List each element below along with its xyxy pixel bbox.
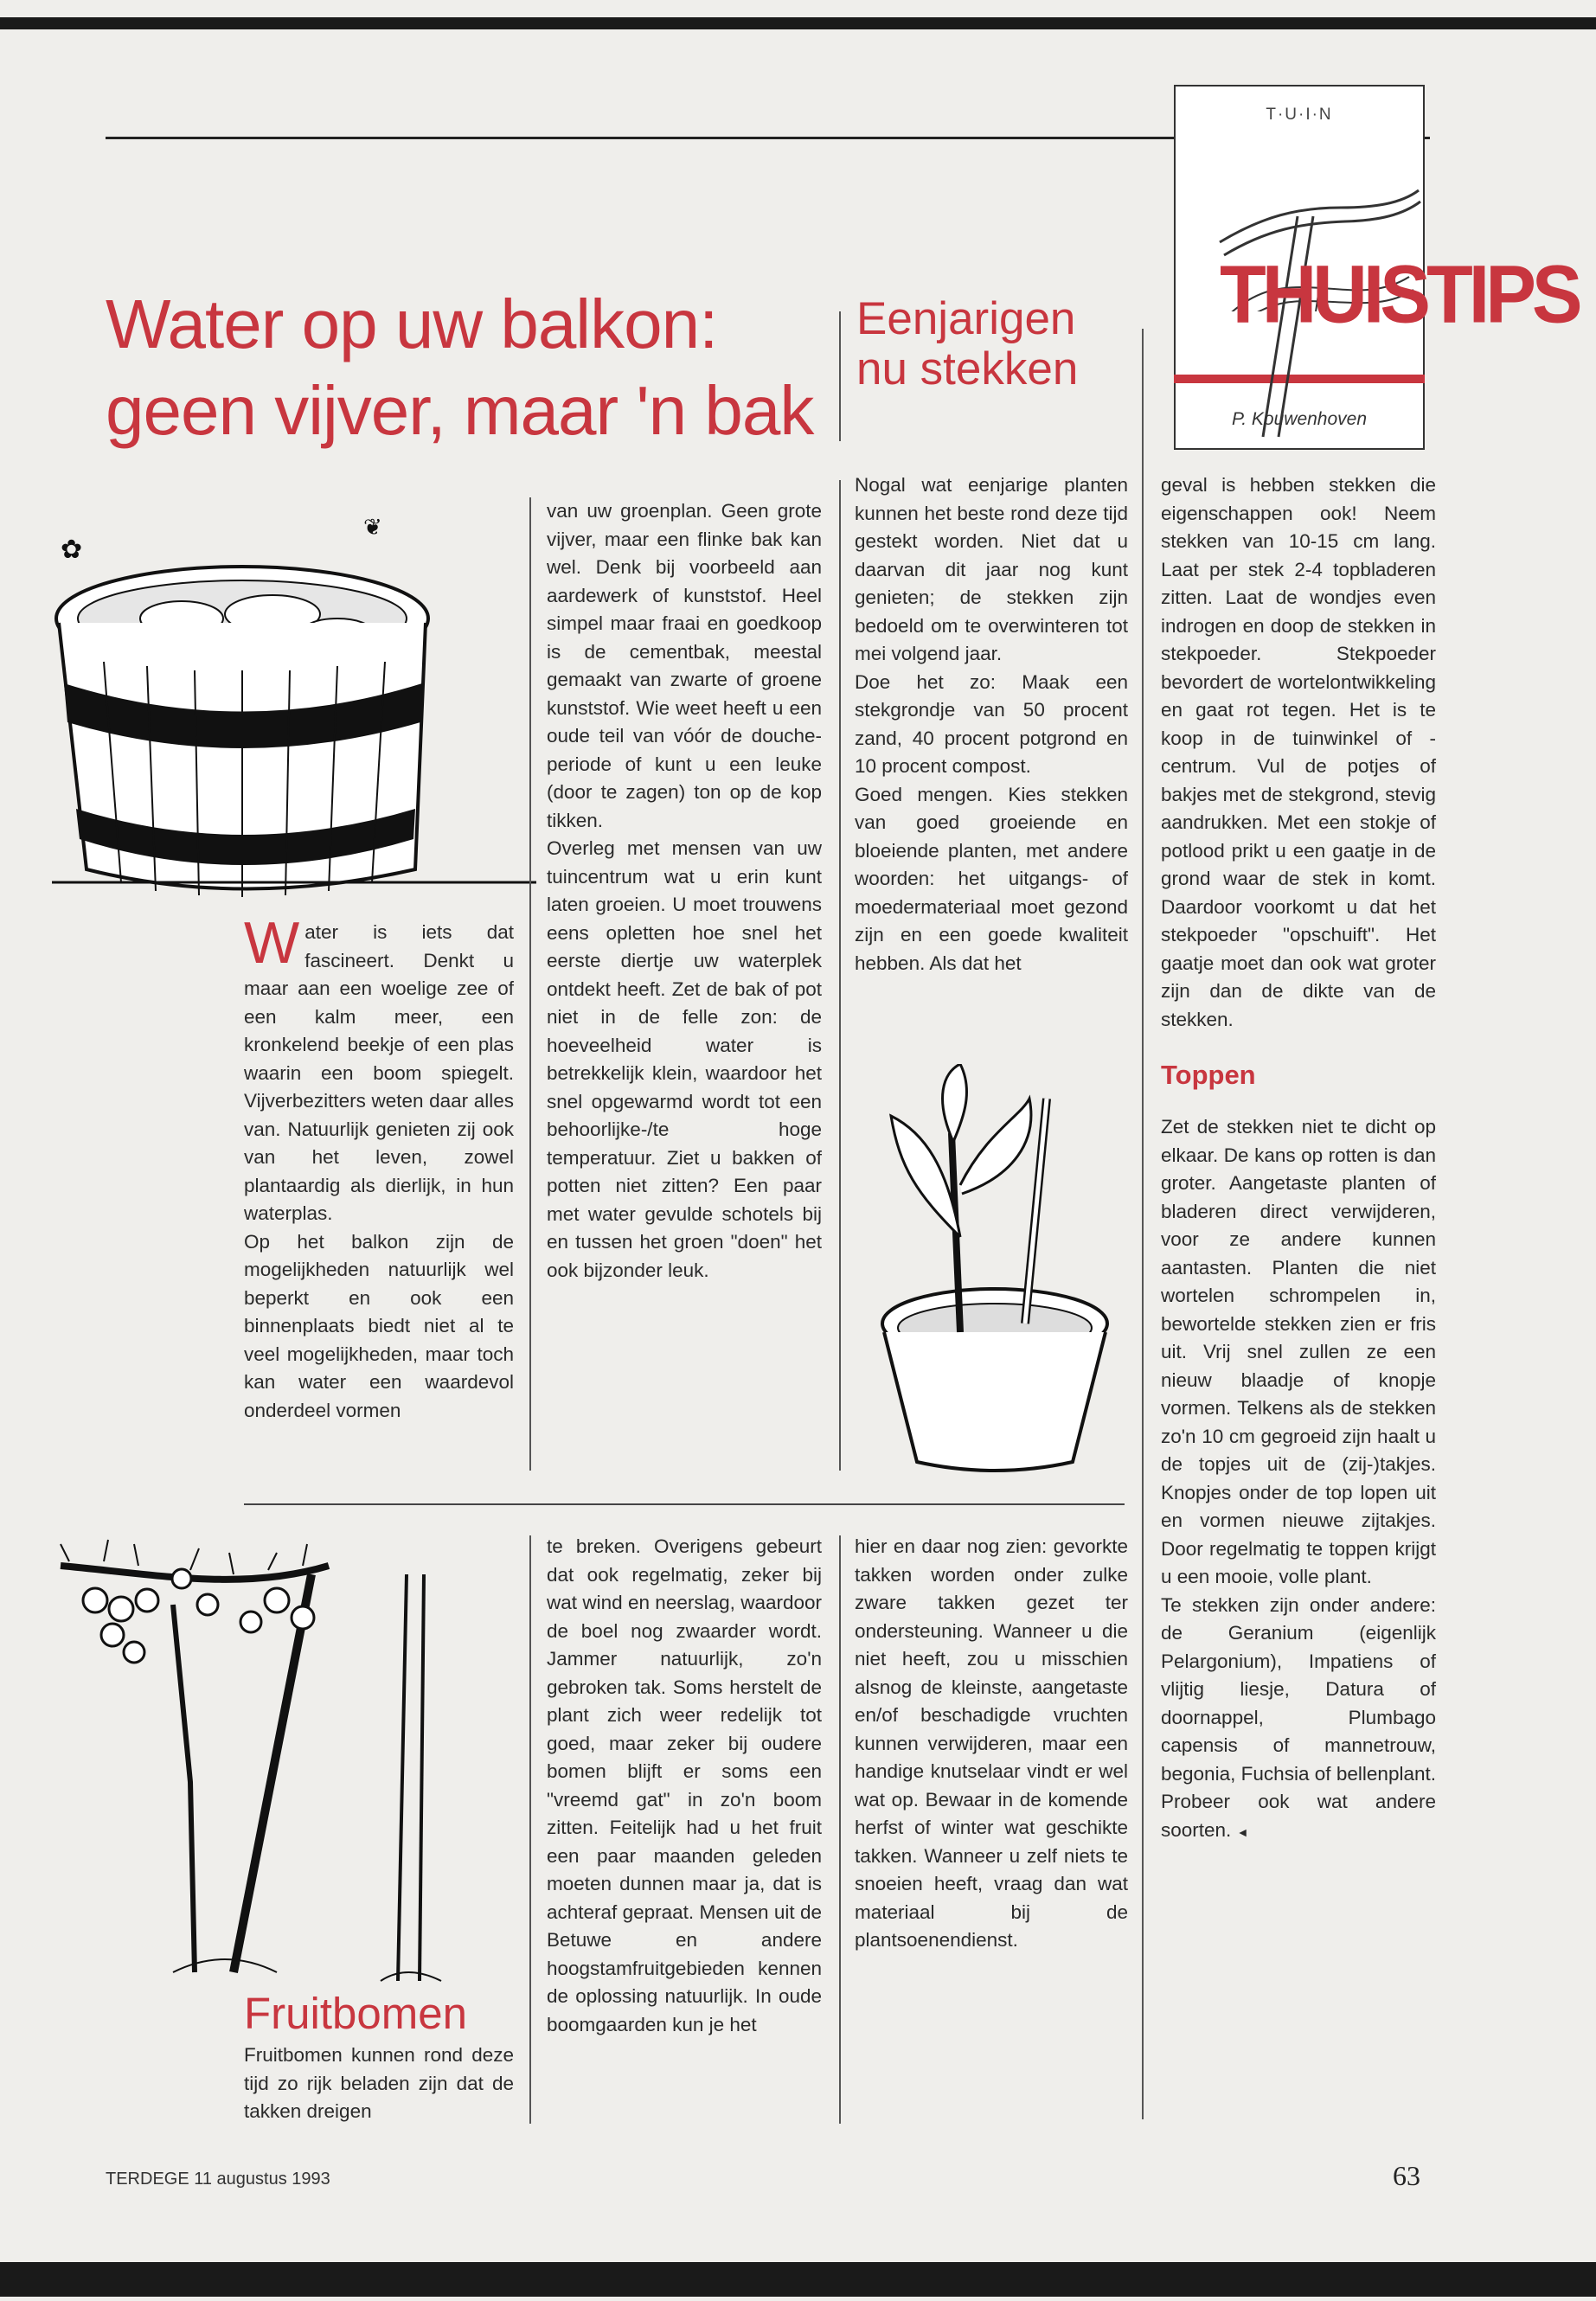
footer-magazine: TERDEGE 11 augustus 1993 [106, 2170, 330, 2189]
article1-intro-text: ater is iets dat fascineert. Denkt u maar aan een woelige zee of een kalm meer, een kronkelend beekje of een plas waarin een boom spiegelt. Vijverbezitters weten daar alles van. Natuurlijk genieten zij ook van het leven, zowel plantaardig als dierlijk, in hun waterplas. [244, 921, 514, 1224]
article2-col1-p2: Doe het zo: Maak een stekgrondje van 50 procent zand, 40 procent potgrond en 10 procent compost. [855, 670, 1128, 777]
logo-author: P. Kouwenhoven [1231, 409, 1368, 429]
fruitbomen-title: Fruitbomen [244, 1989, 467, 2038]
article3-col3-text: hier en daar nog zien: gevorkte takken worden onder zulke zware takken gezet ter ondersteuning. Wanneer u die niet heeft, zou u misschien alsnog de kleinste, aangetaste en/of beschadigde vruchten kunnen verwijderen, maar een handige knutselaar vindt er wel wat op. Bewaar in de komende herfst of winter wat geschikte takken. Wanneer u zelf niets te snoeien heeft, vraag dan wat materiaal bij de plantsoenendienst. [855, 1535, 1128, 1951]
article1-column2 [547, 497, 822, 1285]
article2-col2-p3 [1161, 1592, 1436, 1847]
logo-name: THUISTIPS [1220, 247, 1579, 340]
barrel-illustration [52, 510, 536, 908]
svg-text:✿: ✿ [61, 535, 83, 564]
scan-edge-top [0, 17, 1596, 29]
column-divider-5 [839, 1535, 841, 2124]
svg-text:❦: ❦ [363, 514, 382, 540]
header-rule [106, 137, 1175, 139]
article2-title-line1: Eenjarigen [856, 293, 1076, 344]
article1-column1 [244, 910, 514, 1425]
title-divider [839, 311, 841, 441]
column-divider-1 [529, 497, 531, 1471]
article-title-line1: Water op uw balkon: [106, 285, 718, 362]
article3-column1 [244, 2041, 514, 2126]
column-divider-4 [529, 1535, 531, 2124]
article2-col2-p3-text: Te stekken zijn onder andere: de Geranium (eigenlijk Pelargonium), Impatiens of vlijtig liesje, Datura of doornappel, Plumbago capensis of mannetrouw, begonia, Fuchsia of bellenplant. Probeer ook wat andere soorten. [1161, 1593, 1436, 1841]
article2-col1-p1: Nogal wat eenjarige planten kunnen het beste rond deze tijd gestekt worden. Niet dat u daarvan dit jaar nog kunt genieten; de stekken zijn bedoeld om te overwinteren tot mei volgend jaar. [855, 474, 1128, 664]
section-rule [244, 1503, 1125, 1505]
column-divider-3 [1142, 329, 1144, 2119]
article3-col1-text: Fruitbomen kunnen rond deze tijd zo rijk beladen zijn dat de takken dreigen [244, 2044, 514, 2122]
article-title-line2: geen vijver, maar 'n bak [106, 372, 814, 449]
scan-edge-bottom [0, 2262, 1596, 2297]
column-divider-2 [839, 480, 841, 1471]
article2-col2-p2: Zet de stekken niet te dicht op elkaar. De kans op rotten is dan groter. Aangetaste planten of bladeren direct verwijderen, voor ze andere kunnen aantasten. Planten die niet wortelen schrompelen in, bewortelde stekken zien er fris uit. Vrij snel zullen ze een nieuw blaadje of knopje vormen. Telkens als de stekken zo'n 10 cm gegroeid zijn haalt u de topjes uit de (zij-)takjes. Knopjes onder de top lopen uit en vormen nieuwe zijtakjes. Door regelmatig te toppen krijgt u een mooie, volle plant. [1161, 1116, 1436, 1587]
article2-column2 [1161, 471, 1436, 1846]
article1-intro [244, 910, 514, 1228]
article1-col2-p1: van uw groenplan. Geen grote vijver, maar een flinke bak kan wel. Denk bij voorbeeld aan aardewerk of kunststof. Heel simpel maar fraai en goedkoop is de cementbak, meestal gemaakt van zwarte of groene kunststof. Wie weet heeft u een oude teil van vóór de doucheperiode of kunt u een leuke (door te zagen) ton op de kop tikken. [547, 500, 822, 831]
toppen-subhead: Toppen [1161, 1060, 1256, 1090]
logo-header: T·U·I·N [1266, 106, 1333, 124]
article3-column3 [855, 1533, 1128, 1955]
fruit-tree-illustration [52, 1522, 519, 2007]
page-number: 63 [1393, 2160, 1420, 2191]
end-mark-icon: ◄ [1236, 1824, 1249, 1839]
article2-title-line2: nu stekken [856, 343, 1079, 394]
cutting-pot-illustration [865, 1064, 1125, 1479]
dropcap: W [244, 910, 300, 976]
article2-column1 [855, 471, 1128, 977]
article3-col2-text: te breken. Overigens gebeurt dat ook regelmatig, zeker bij wat wind en neerslag, waardoor de boel nog zwaarder wordt. Jammer natuurlijk, zo'n gebroken tak. Soms herstelt de plant zich weer redelijk tot goed, maar zeker bij oudere bomen blijft er soms een "vreemd gat" in zo'n boom zitten. Feitelijk had u het fruit een paar maanden geleden moeten dunnen maar ja, dat is achteraf gepraat. Mensen uit de Betuwe en andere hoogstamfruitgebieden kennen de oplossing natuurlijk. In oude boomgaarden kun je het [547, 1535, 822, 2035]
article2-col2-p1: geval is hebben stekken die eigenschappen ook! Neem stekken van 10-15 cm lang. Laat per stek 2-4 topbladeren zitten. Laat de wondjes even indrogen en doop de stekken in stekpoeder. Stekpoeder bevordert de wortelontwikkeling en gaat rot tegen. Het is te koop in de tuinwinkel of -centrum. Vul de potjes of bakjes met de stekgrond, stevig aandrukken. Met een stokje of potlood prikt u een gaatje in de grond waar de stek in komt. Daardoor voorkomt u dat het stekpoeder "opschuift". Het gaatje moet dan ook wat groter zijn dan de dikte van de stekken. [1161, 474, 1436, 1030]
article1-para2: Op het balkon zijn de mogelijkheden natuurlijk wel beperkt en ook een binnenplaats biedt niet al te veel mogelijkheden, maar toch kan water een waardevol onderdeel vormen [244, 1230, 514, 1421]
article3-column2 [547, 1533, 822, 2039]
article2-col1-p3: Goed mengen. Kies stekken van goed groeiende en bloeiende planten, met andere woorden: het uitgangs- of moedermateriaal moet gezond zijn en een goede kwaliteit hebben. Als dat het [855, 783, 1128, 974]
article1-col2-p2: Overleg met mensen van uw tuincentrum wat u erin kunt laten groeien. U moet trouwens eens opletten hoe snel het eerste diertje uw waterplek ontdekt heeft. Zet de bak of pot niet in de felle zon: de hoeveelheid water is betrekkelijk klein, waardoor het snel opgewarmd wordt tot een behoorlijke-/te hoge temperatuur. Ziet u bakken of potten niet zitten? Een paar met water gevulde schotels bij en tussen het groen "doen" het ook bijzonder leuk. [547, 837, 822, 1281]
